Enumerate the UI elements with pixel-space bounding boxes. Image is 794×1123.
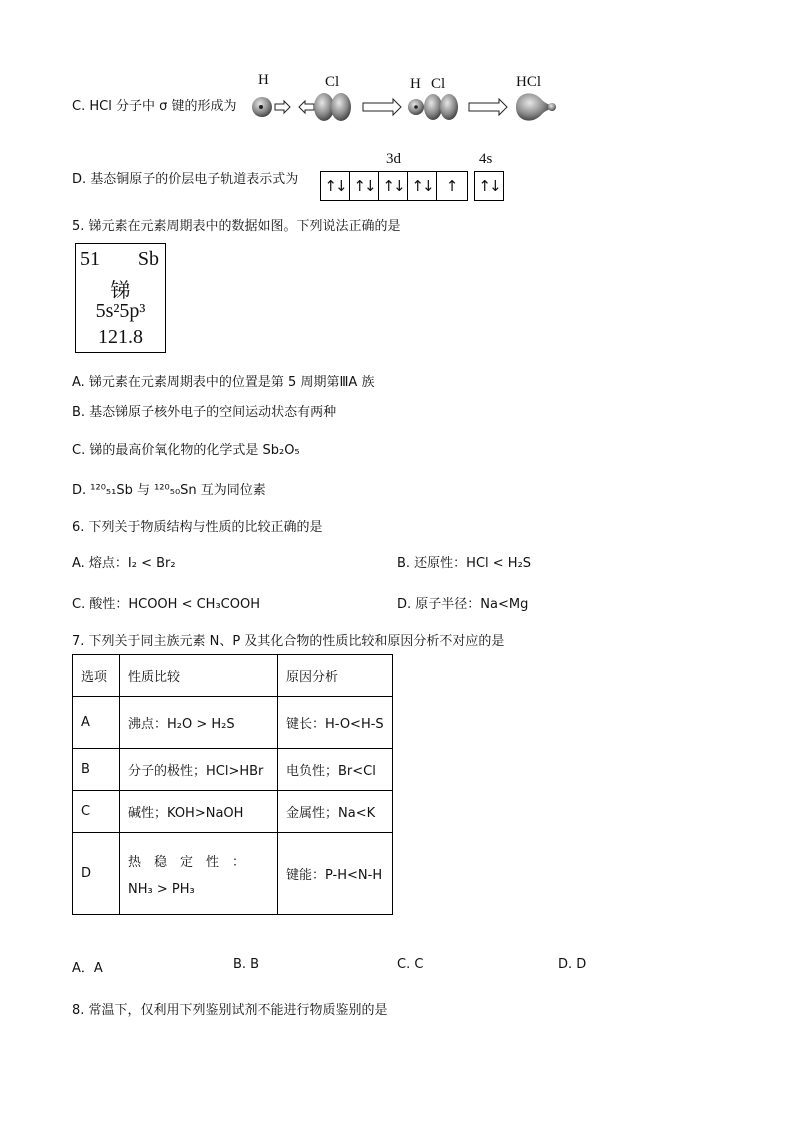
atomic-mass: 121.8 bbox=[98, 326, 143, 348]
cell-property: 分子的极性；HCl>HBr bbox=[120, 749, 278, 791]
label-h: H bbox=[258, 72, 269, 88]
table-header-row bbox=[73, 655, 393, 697]
label-4s: 4s bbox=[479, 151, 493, 167]
cell-reason: 键长：H-O<H-S bbox=[278, 697, 393, 749]
orbital-cell: ↑↓ bbox=[350, 172, 379, 200]
q4-option-d-text: D. 基态铜原子的价层电子轨道表示式为 bbox=[72, 172, 299, 187]
table-row bbox=[73, 791, 393, 833]
q7-answer-d: D. D bbox=[558, 957, 587, 972]
cell-option: B bbox=[73, 749, 120, 791]
header-option: 选项 bbox=[73, 655, 120, 697]
q4-option-c-text: C. HCl 分子中 σ 键的形成为 bbox=[72, 99, 237, 114]
orbital-overlap-diagram bbox=[248, 72, 560, 132]
label-hcl: HCl bbox=[516, 74, 542, 90]
q7-stem: 7. 下列关于同主族元素 N、P 及其化合物的性质比较和原因分析不对应的是 bbox=[72, 634, 505, 649]
element-name: 锑 bbox=[110, 280, 131, 302]
orbital-cell: ↑↓ bbox=[408, 172, 437, 200]
orbital-cell: ↑↓ bbox=[478, 177, 500, 195]
cell-property: 沸点：H₂O > H₂S bbox=[120, 697, 278, 749]
label-cl: Cl bbox=[325, 74, 340, 90]
header-reason: 原因分析 bbox=[278, 655, 393, 697]
element-symbol: Sb bbox=[137, 248, 159, 270]
q6-option-d: D. 原子半径：Na<Mg bbox=[397, 597, 529, 612]
label-cl-2: Cl bbox=[431, 76, 446, 92]
table-row bbox=[73, 697, 393, 749]
cell-reason: 电负性；Br<Cl bbox=[278, 749, 393, 791]
element-card-sb bbox=[75, 243, 166, 353]
cell-option: D bbox=[73, 833, 120, 915]
q5-option-c: C. 锑的最高价氧化物的化学式是 Sb₂O₅ bbox=[72, 443, 300, 458]
cell-property-line2: NH₃ > PH₃ bbox=[128, 881, 195, 897]
header-property: 性质比较 bbox=[120, 655, 278, 697]
cell-option: A bbox=[73, 697, 120, 749]
orbital-cell: ↑↓ bbox=[379, 172, 408, 200]
cell-property bbox=[120, 833, 278, 915]
sigma-bond-formation-figure bbox=[248, 72, 560, 132]
q6-option-a: A. 熔点：I₂ < Br₂ bbox=[72, 556, 176, 571]
q7-answer-c: C. C bbox=[397, 957, 424, 972]
q6-option-b: B. 还原性：HCl < H₂S bbox=[397, 556, 532, 571]
table-row bbox=[73, 833, 393, 915]
orbital-3d-boxes bbox=[320, 171, 468, 201]
q7-answer-a: A．A bbox=[72, 961, 103, 976]
q7-answer-b: B. B bbox=[233, 957, 260, 972]
q5-option-a: A. 锑元素在元素周期表中的位置是第 5 周期第ⅢA 族 bbox=[72, 375, 375, 390]
atomic-number: 51 bbox=[80, 248, 100, 270]
q6-option-c: C. 酸性：HCOOH < CH₃COOH bbox=[72, 597, 260, 612]
orbital-4s-box bbox=[474, 171, 504, 201]
cell-option: C bbox=[73, 791, 120, 833]
orbital-cell: ↑↓ bbox=[321, 172, 350, 200]
label-h-2: H bbox=[410, 76, 421, 92]
q6-stem: 6. 下列关于物质结构与性质的比较正确的是 bbox=[72, 520, 323, 535]
cell-reason: 金属性；Na<K bbox=[278, 791, 393, 833]
q5-option-b: B. 基态锑原子核外电子的空间运动状态有两种 bbox=[72, 405, 337, 420]
cell-property: 碱性；KOH>NaOH bbox=[120, 791, 278, 833]
q5-stem: 5. 锑元素在元素周期表中的数据如图。下列说法正确的是 bbox=[72, 219, 401, 234]
table-row bbox=[73, 749, 393, 791]
cell-property-line1: 热 稳 定 性 ： bbox=[128, 854, 246, 870]
label-3d: 3d bbox=[386, 151, 401, 167]
q7-table bbox=[72, 654, 393, 915]
q8-stem: 8. 常温下，仅利用下列鉴别试剂不能进行物质鉴别的是 bbox=[72, 1003, 388, 1018]
q5-option-d: D. ¹²⁰₅₁Sb 与 ¹²⁰₅₀Sn 互为同位素 bbox=[72, 483, 266, 498]
cell-reason: 键能：P-H<N-H bbox=[278, 833, 393, 915]
electron-config: 5s²5p³ bbox=[95, 300, 146, 322]
orbital-cell: ↑ bbox=[445, 177, 457, 195]
